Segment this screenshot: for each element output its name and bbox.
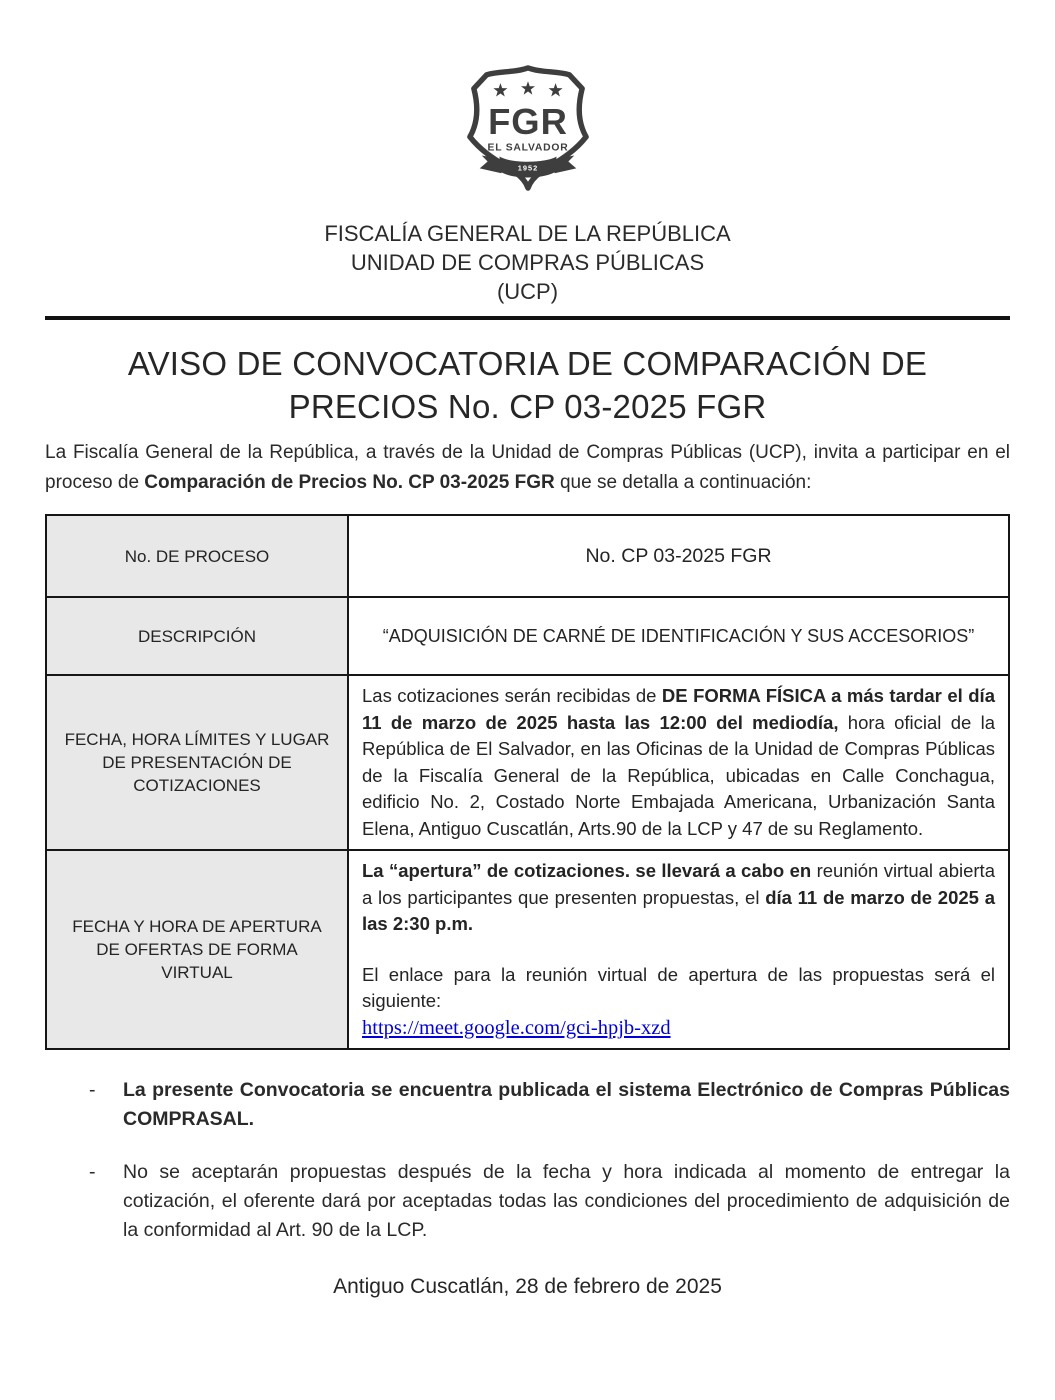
table-row-fecha-presentacion bbox=[46, 675, 1009, 850]
org-name-line1: FISCALÍA GENERAL DE LA REPÚBLICA bbox=[324, 221, 731, 246]
text-run: hora oficial de la República de El Salvador, en las Oficinas de la Unidad de Compras Públicas de la Fiscalía General de la República, ubicadas en Calle Conchagua, edificio No. 2, Costado Norte Embajada Americana, Urbanización Santa Elena, Antiguo Cuscatlán, Arts.90 de la LCP y 47 de su Reglamento. bbox=[362, 711, 995, 839]
text-run: DE FORMA FÍSICA a más tardar el día 11 de marzo de 2025 hasta las 12:00 del mediodía, bbox=[362, 685, 995, 733]
logo-container bbox=[0, 0, 1055, 197]
org-header bbox=[0, 219, 1055, 306]
meet-link[interactable]: https://meet.google.com/gci-hpjb-xzd bbox=[362, 1016, 671, 1039]
table-row-descripcion bbox=[46, 597, 1009, 675]
bullet-dash: - bbox=[89, 1079, 96, 1101]
row-label-fecha-apertura: FECHA Y HORA DE APERTURA DE OFERTAS DE FORMA VIRTUAL bbox=[46, 850, 348, 1049]
bullet-text-comprasal bbox=[123, 1076, 1010, 1134]
process-table bbox=[45, 514, 1010, 1050]
header-divider bbox=[45, 316, 1010, 320]
presentacion-paragraph bbox=[362, 683, 995, 842]
text-run: No se aceptarán propuestas después de la fecha y hora indicada al momento de entregar la cotización, el oferente dará por aceptadas todas las condiciones del procedimiento de adquisición de la conformidad al Art. 90 de la LCP. bbox=[123, 1161, 1010, 1241]
row-value-fecha-apertura bbox=[348, 850, 1009, 1049]
row-label-proceso: No. DE PROCESO bbox=[46, 515, 348, 597]
text-run: día 11 de marzo de 2025 a las 2:30 p.m. bbox=[362, 886, 995, 934]
row-value-proceso: No. CP 03-2025 FGR bbox=[348, 515, 1009, 597]
fgr-shield-icon bbox=[453, 62, 603, 192]
bullet-list bbox=[45, 1076, 1010, 1245]
row-label-descripcion: DESCRIPCIÓN bbox=[46, 597, 348, 675]
text-run: La presente Convocatoria se encuentra publicada el sistema Electrónico de Compras Públicas COMPRASAL. bbox=[123, 1079, 1010, 1130]
bullet-text-no-propuestas bbox=[123, 1158, 1010, 1245]
page-title: AVISO DE CONVOCATORIA DE COMPARACIÓN DE PRECIOS No. CP 03-2025 FGR bbox=[127, 345, 928, 425]
text-run: que se detalla a continuación: bbox=[554, 472, 812, 493]
text-run: La Fiscalía General de la República, a través de la Unidad de Compras Públicas (UCP), invita a participar en el proceso de bbox=[45, 442, 1010, 493]
logo-year: 1952 bbox=[517, 163, 538, 173]
bullet-dash: - bbox=[89, 1161, 96, 1183]
bullet-item-comprasal bbox=[45, 1076, 1010, 1134]
table-row-fecha-apertura bbox=[46, 850, 1009, 1049]
row-value-descripcion: “ADQUISICIÓN DE CARNÉ DE IDENTIFICACIÓN Y SUS ACCESORIOS” bbox=[348, 597, 1009, 675]
text-run: reunión virtual abierta a los participantes que presenten propuestas, el bbox=[362, 860, 995, 908]
text-run: La “apertura” de cotizaciones. se llevará a cabo en bbox=[362, 860, 817, 881]
table-row-proceso bbox=[46, 515, 1009, 597]
date-line: Antiguo Cuscatlán, 28 de febrero de 2025 bbox=[333, 1275, 722, 1298]
paragraph-spacer bbox=[362, 938, 995, 962]
logo-acronym: FGR bbox=[487, 100, 568, 142]
text-run: Comparación de Precios No. CP 03-2025 FGR bbox=[144, 472, 555, 493]
org-name-line2: UNIDAD DE COMPRAS PÚBLICAS bbox=[350, 250, 705, 275]
logo-country: EL SALVADOR bbox=[487, 142, 568, 154]
org-name-line3: (UCP) bbox=[496, 279, 559, 304]
intro-paragraph bbox=[45, 438, 1010, 498]
text-run: Las cotizaciones serán recibidas de bbox=[362, 685, 662, 706]
apertura-paragraph bbox=[362, 858, 995, 938]
row-label-fecha-presentacion: FECHA, HORA LÍMITES Y LUGAR DE PRESENTACIÓN DE COTIZACIONES bbox=[46, 675, 348, 850]
row-value-fecha-presentacion bbox=[348, 675, 1009, 850]
bullet-item-no-propuestas bbox=[45, 1158, 1010, 1245]
enlace-paragraph: El enlace para la reunión virtual de apertura de las propuestas será el siguiente: bbox=[362, 963, 995, 1011]
